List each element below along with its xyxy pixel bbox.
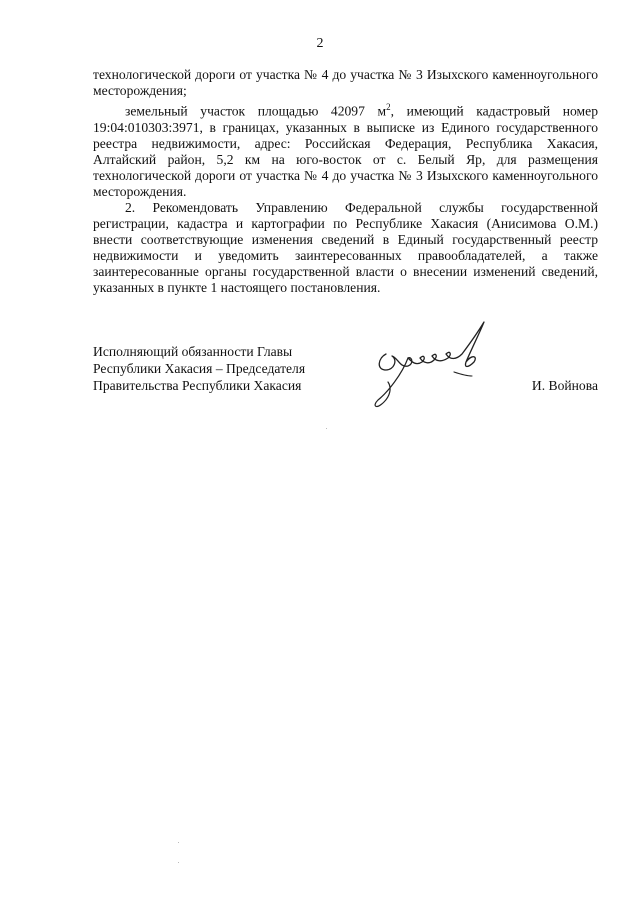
signatory-position-line: Правительства Республики Хакасия — [93, 378, 302, 393]
handwritten-signature — [368, 318, 508, 410]
document-body — [93, 67, 598, 296]
scan-speck — [326, 428, 327, 429]
scan-speck — [178, 842, 179, 843]
signatory-position-line: Исполняющий обязанности Главы — [93, 344, 293, 359]
signatory-name: И. Войнова — [531, 378, 598, 393]
paragraph-land-plot — [93, 99, 598, 200]
paragraph-road-continuation: технологической дороги от участка № 4 до участка № 3 Изыхского каменноугольного месторождения; — [93, 67, 598, 98]
page-number: 2 — [316, 36, 324, 51]
signatory-position — [93, 343, 305, 394]
signatory-position-line: Республики Хакасия – Председателя — [93, 361, 306, 376]
area-unit-superscript: 2 — [386, 102, 391, 112]
land-plot-text-start: земельный участок площадью 42097 м — [125, 103, 387, 119]
paragraph-recommendation: 2. Рекомендовать Управлению Федеральной службы государственной регистрации, кадастра и картографии по Республике Хакасия (Анисимова О.М.) внести соответствующие изменения сведений в Единый государственный реестр недвижимости и уведомить заинтересованных правообладателей, а также заинтересованные органы государственной власти о внесении изменений сведений, указанных в пункте 1 настоящего постановления. — [93, 199, 598, 295]
scan-speck — [178, 862, 179, 863]
land-plot-text-end: , имеющий кадастровый номер 19:04:010303:3971, в границах, указанных в выписке из Единого государственного реестра недвижимости, адрес: Российская Федерация, Республика Хакасия, Алтайский район, 5,2 км на юго-восток от с. Белый Яр, для размещения технологической дороги от участка № 4 до участка № 3 Изыхского каменноугольного месторождения. — [93, 103, 598, 199]
